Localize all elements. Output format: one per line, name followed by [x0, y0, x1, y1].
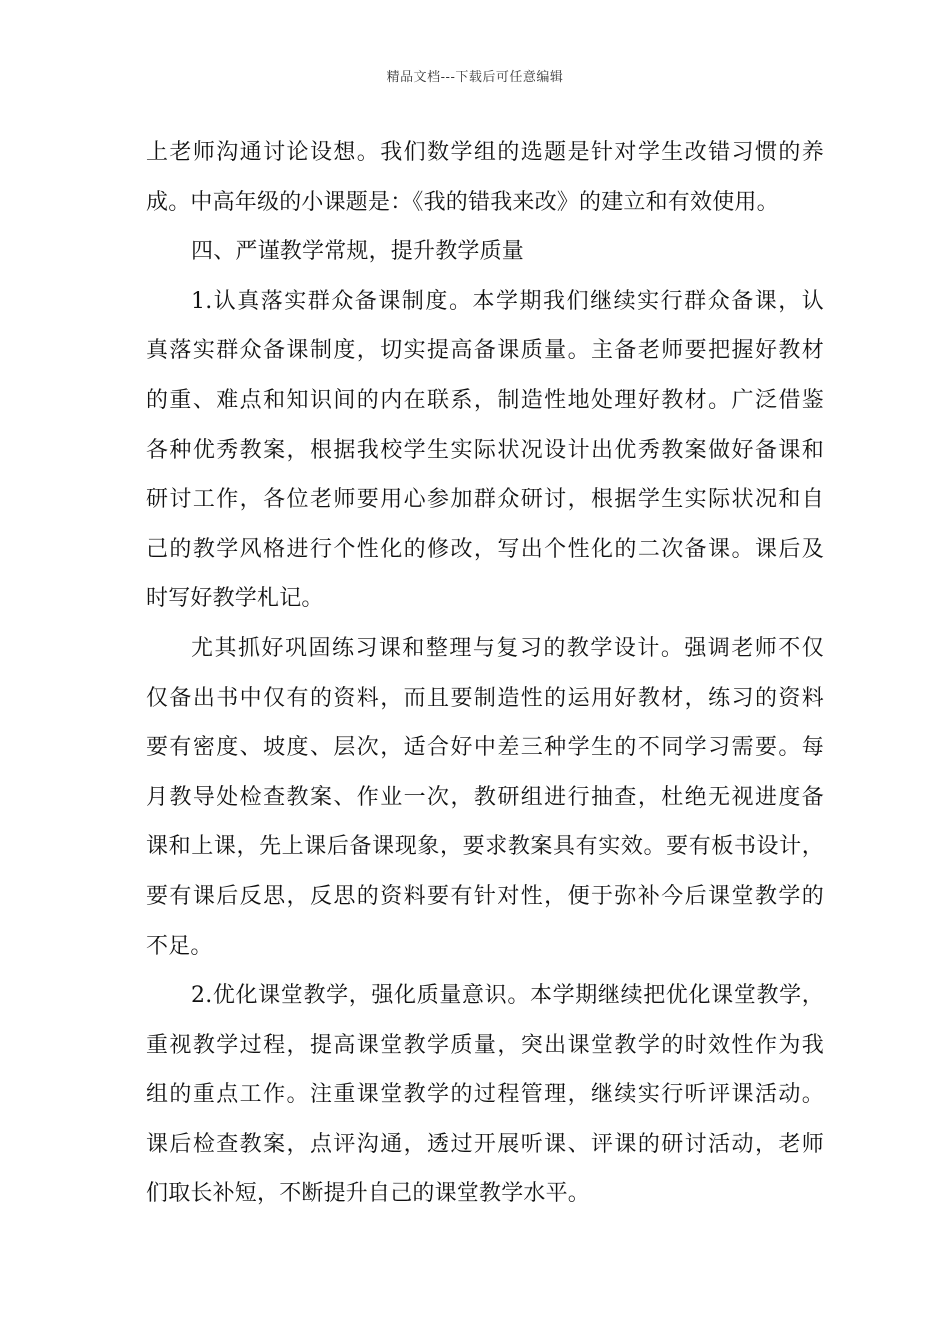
- text-line: 不足。: [146, 933, 213, 959]
- text-line: 时写好教学札记。: [146, 586, 324, 612]
- text-line: 要有密度、坡度、层次，适合好中差三种学生的不同学习需要。每: [146, 735, 824, 761]
- text-line: 成。中高年级的小课题是：《我的错我来改》的建立和有效使用。: [146, 189, 779, 215]
- text-line: 课后检查教案，点评沟通，透过开展听课、评课的研讨活动，老师: [146, 1131, 824, 1157]
- document-body: [146, 128, 824, 1219]
- text-line: 要有课后反思，反思的资料要有针对性，便于弥补今后课堂教学的: [146, 883, 824, 909]
- text-line: 2.优化课堂教学，强化质量意识。本学期继续把优化课堂教学，: [191, 983, 824, 1009]
- text-line: 的重、难点和知识间的内在联系，制造性地处理好教材。广泛借鉴: [146, 387, 824, 413]
- text-line: 仅备出书中仅有的资料，而且要制造性的运用好教材，练习的资料: [146, 685, 824, 711]
- text-line: 尤其抓好巩固练习课和整理与复习的教学设计。强调老师不仅: [191, 635, 824, 661]
- text-line: 组的重点工作。注重课堂教学的过程管理，继续实行听评课活动。: [146, 1082, 824, 1108]
- text-line: 研讨工作，各位老师要用心参加群众研讨，根据学生实际状况和自: [146, 487, 824, 513]
- text-line: 各种优秀教案，根据我校学生实际状况设计出优秀教案做好备课和: [146, 437, 824, 463]
- text-line: 四、严谨教学常规，提升教学质量: [191, 239, 525, 265]
- text-line: 真落实群众备课制度，切实提高备课质量。主备老师要把握好教材: [146, 338, 824, 364]
- text-line: 己的教学风格进行个性化的修改，写出个性化的二次备课。课后及: [146, 536, 824, 562]
- text-line: 月教导处检查教案、作业一次，教研组进行抽查，杜绝无视进度备: [146, 784, 824, 810]
- text-line: 重视教学过程，提高课堂教学质量，突出课堂教学的时效性作为我: [146, 1032, 824, 1058]
- text-line: 1.认真落实群众备课制度。本学期我们继续实行群众备课，认: [191, 288, 824, 314]
- page-header: 精品文档---下载后可任意编辑: [386, 70, 564, 85]
- text-line: 课和上课，先上课后备课现象，要求教案具有实效。要有板书设计，: [146, 834, 824, 860]
- text-line: 上老师沟通讨论设想。我们数学组的选题是针对学生改错习惯的养: [146, 140, 824, 165]
- text-line: 们取长补短，不断提升自己的课堂教学水平。: [146, 1181, 591, 1207]
